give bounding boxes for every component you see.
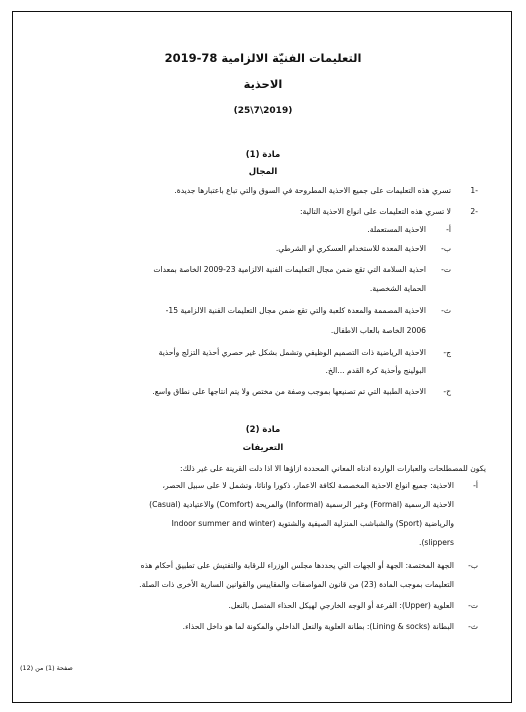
definition-text: الاحذية: جميع انواع الاحذية المخصصة لكافة الاعمار، ذكورا واناثا، وتشمل لا على سبيل الحصر،	[162, 481, 454, 490]
exclusion-item-continued: الحماية الشخصية.	[369, 284, 426, 293]
exclusion-item-continued: البولينج وأحذية كرة القدم ...الخ.	[325, 366, 426, 375]
scope-item-1: تسري هذه التعليمات على جميع الاحذية المطروحة في السوق والتي تباع باعتبارها جديدة.	[174, 186, 451, 195]
scope-item-2: لا تسري هذه التعليمات على انواع الاحذية التالية:	[300, 207, 451, 216]
definition-marker: أ-	[473, 481, 478, 490]
exclusion-item: احذية السلامة التي تقع ضمن مجال التعليمات الفنية الالزامية 23-2009 الخاصة بمعدات	[153, 265, 426, 274]
document-subtitle: الاحذية	[243, 77, 283, 91]
item-marker: -1	[470, 186, 478, 195]
sub-item-marker: أ-	[446, 225, 451, 234]
sub-item-marker: ج-	[443, 348, 451, 357]
definition-text: والرياضية (Sport) والشباشب المنزلية الصيفية والشتوية (Indoor summer and winter	[171, 519, 454, 528]
sub-item-marker: ث-	[441, 306, 451, 315]
definition-marker: ب-	[468, 561, 478, 570]
document-title: التعليمات الفنيّة الالزامية 78-2019	[164, 51, 362, 65]
exclusion-item: الاحذية الطبية التي تم تصنيعها بموجب وصفة من مختص ولا يتم انتاجها على نطاق واسع.	[152, 387, 426, 396]
article-1-subheading: المجال	[248, 167, 278, 177]
article-1-heading: مادة (1)	[245, 150, 281, 160]
item-marker: -2	[470, 207, 478, 216]
page-number: صفحة (1) من (12)	[20, 664, 73, 672]
definition-text: البطانة (Lining & socks): بطانة العلوية والنعل الداخلي والمكونة لما هو داخل الحذاء.	[182, 622, 454, 631]
article-2-subheading: التعريفات	[242, 443, 284, 453]
definition-text: العلوية (Upper): الفرعة أو الوجه الخارجي لهيكل الحذاء المتصل بالنعل.	[228, 601, 454, 610]
definition-text: slippers).	[419, 538, 454, 547]
sub-item-marker: ب-	[441, 244, 451, 253]
definition-marker: ت-	[468, 601, 478, 610]
definition-text: التعليمات بموجب المادة (23) من قانون المواصفات والمقاييس والقوانين السارية الأخرى ذات الصلة.	[139, 580, 454, 589]
definition-text: الاحذية الرسمية (Formal) وغير الرسمية (Informal) والمريحة (Comfort) والاعتيادية (Casual)	[149, 500, 454, 509]
definitions-intro: يكون للمصطلحات والعبارات الواردة ادناه المعاني المحددة ازاؤها الا اذا دلت القرينة على غير ذلك:	[180, 464, 486, 473]
document-date: (2019\7\25)	[233, 106, 293, 116]
exclusion-item: الاحذية المصممة والمعدة كلعبة والتي تقع ضمن مجال التعليمات الفنية الالزامية 15-	[165, 306, 426, 315]
definition-marker: ث-	[468, 622, 478, 631]
exclusion-item-continued: 2006 الخاصة بالعاب الاطفال.	[330, 326, 426, 335]
definition-text: الجهة المختصة: الجهة أو الجهات التي يحددها مجلس الوزراء للرقابة والتفتيش على تطبيق أحكام هذه	[140, 561, 454, 570]
exclusion-item: الاحذية الرياضية ذات التصميم الوظيفي وتشمل بشكل غير حصري أحذية التزلج وأحذية	[158, 348, 426, 357]
exclusion-item: الاحذية المستعملة.	[367, 225, 426, 234]
exclusion-item: الاحذية المعدة للاستخدام العسكري او الشرطي.	[275, 244, 426, 253]
sub-item-marker: ح-	[443, 387, 451, 396]
article-2-heading: مادة (2)	[245, 425, 281, 435]
sub-item-marker: ت-	[441, 265, 451, 274]
